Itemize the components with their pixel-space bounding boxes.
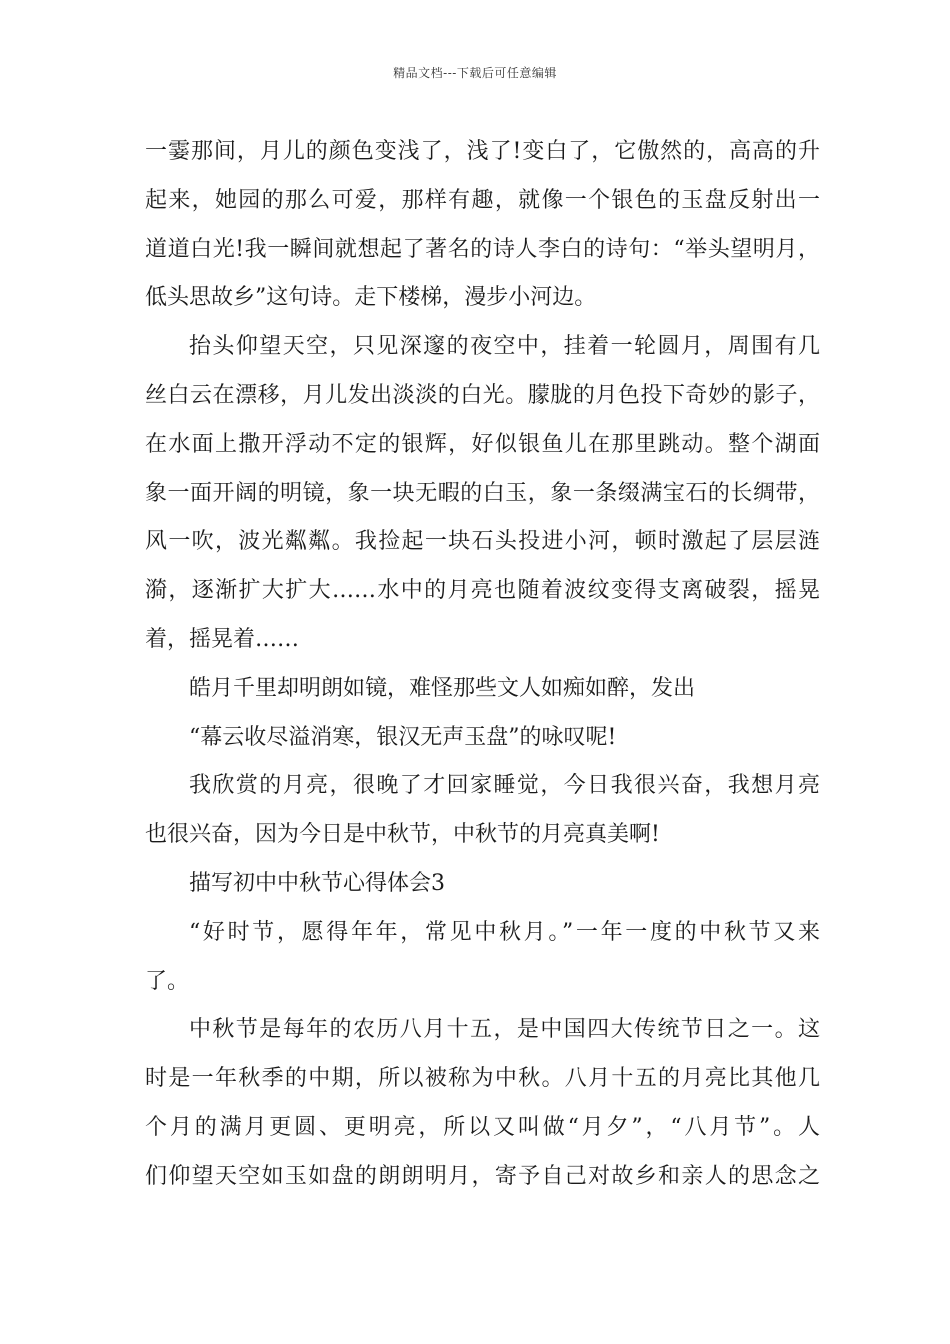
text-line: 漪，逐渐扩大扩大……水中的月亮也随着波纹变得支离破裂，摇晃: [145, 578, 820, 604]
text-line: 时是一年秋季的中期，所以被称为中秋。八月十五的月亮比其他几: [145, 1066, 820, 1092]
text-line: 描写初中中秋节心得体会3: [189, 870, 445, 896]
text-line: 着，摇晃着……: [145, 626, 300, 652]
text-line: 在水面上撒开浮动不定的银辉，好似银鱼儿在那里跳动。整个湖面: [145, 431, 820, 457]
text-line: 抬头仰望天空，只见深邃的夜空中，挂着一轮圆月，周围有几: [189, 334, 820, 360]
text-line: 们仰望天空如玉如盘的朗朗明月，寄予自己对故乡和亲人的思念之: [145, 1163, 820, 1189]
text-line: 我欣赏的月亮，很晚了才回家睡觉，今日我很兴奋，我想月亮: [189, 773, 820, 799]
text-line: “好时节，愿得年年，常见中秋月。”一年一度的中秋节又来: [189, 919, 820, 945]
text-line: 也很兴奋，因为今日是中秋节，中秋节的月亮真美啊!: [145, 822, 660, 848]
text-line: 风一吹，波光粼粼。我捡起一块石头投进小河，顿时激起了层层涟: [145, 529, 820, 555]
text-line: 象一面开阔的明镜，象一块无暇的白玉，象一条缀满宝石的长绸带，: [145, 480, 820, 506]
text-line: 起来，她园的那么可爱，那样有趣，就像一个银色的玉盘反射出一: [145, 187, 820, 213]
page-header: 精品文档---下载后可任意编辑: [393, 66, 557, 80]
text-line: 中秋节是每年的农历八月十五，是中国四大传统节日之一。这: [189, 1017, 820, 1043]
document-body: [145, 128, 820, 1202]
text-line: 个月的满月更圆、更明亮，所以又叫做“月夕”，“八月节”。人: [145, 1114, 820, 1140]
text-line: 了。: [145, 968, 190, 994]
text-line: 低头思故乡”这句诗。走下楼梯，漫步小河边。: [145, 285, 597, 311]
text-line: 丝白云在漂移，月儿发出淡淡的白光。朦胧的月色投下奇妙的影子，: [145, 382, 820, 408]
text-line: “幕云收尽溢消寒，银汉无声玉盘”的咏叹呢!: [189, 724, 617, 750]
text-line: 一霎那间，月儿的颜色变浅了，浅了!变白了，它傲然的，高高的升: [145, 139, 820, 164]
text-line: 皓月千里却明朗如镜，难怪那些文人如痴如醉，发出: [189, 675, 696, 701]
text-line: 道道白光!我一瞬间就想起了著名的诗人李白的诗句：“举头望明月，: [145, 236, 820, 262]
